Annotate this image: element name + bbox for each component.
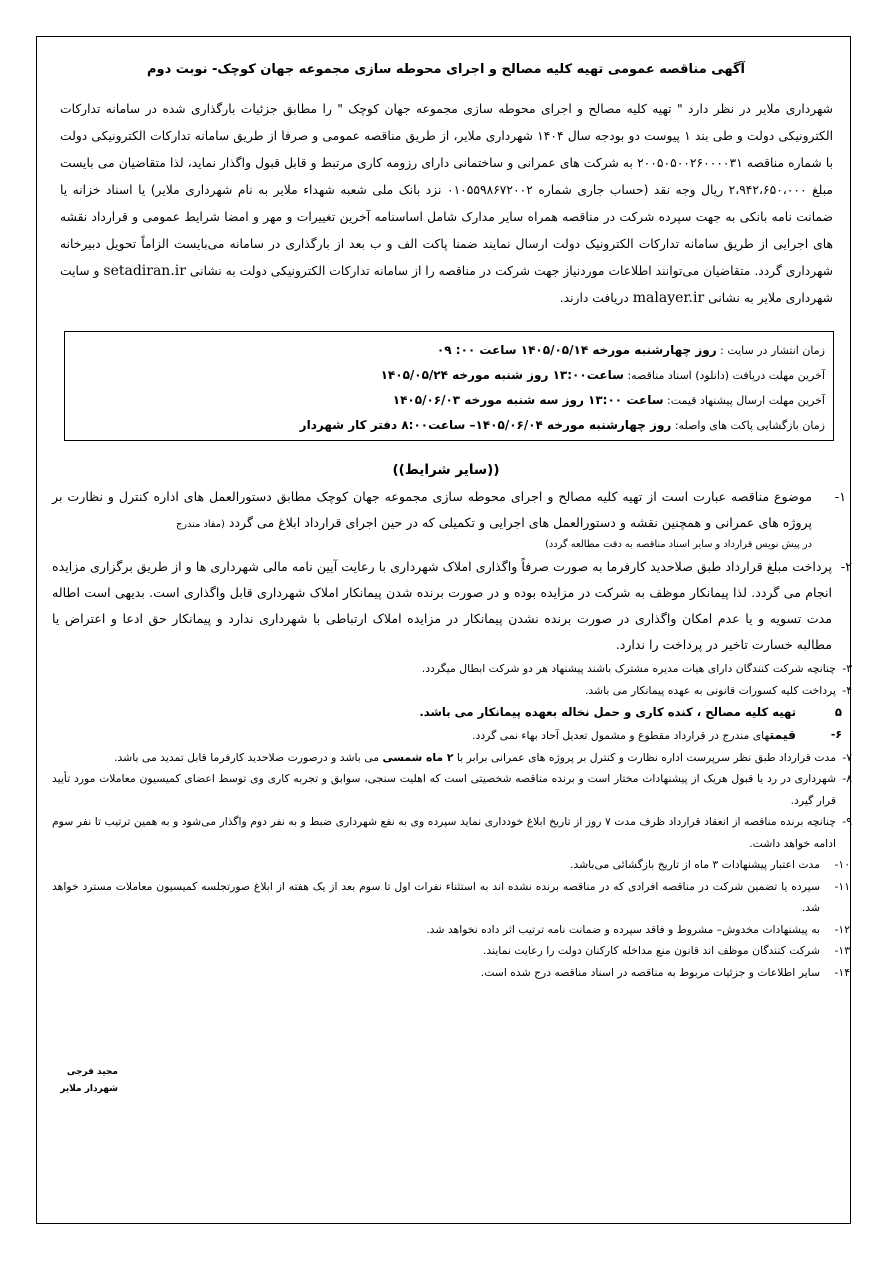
condition-item xyxy=(52,854,852,876)
condition-number: ۱۱- xyxy=(834,879,850,893)
condition-text: تهیه کلیه مصالح ، کنده کاری و حمل نخاله بعهده پیمانکار می باشد. xyxy=(419,705,796,719)
condition-text-a: مدت قرارداد طبق نظر سرپرست اداره نظارت و کنترل بر پروژه های عمرانی برابر با xyxy=(456,750,836,764)
signature-role: شهردار ملایر xyxy=(60,1084,118,1094)
condition-text xyxy=(52,484,812,554)
condition-text-main: موضوع مناقصه عبارت است از تهیه کلیه مصالح و اجرای محوطه سازی مجموعه جهان کوچک مطابق دستورالعمل های اداره کنترل و نظارت بر پروژه های عمرانی و همچنین نقشه و دستورالعمل های اجرایی و تکمیلی که در حین اجرای قرارداد ابلاغ می گردد xyxy=(52,489,812,530)
schedule-value: ساعت۱۳:۰۰ روز شنبه مورخه ۱۴۰۵/۰۵/۲۴ xyxy=(380,368,624,382)
setadiran-link[interactable]: setadiran.ir xyxy=(103,263,186,279)
condition-note-b: در پیش نویس قرارداد و سایر اسناد مناقصه به دقت مطالعه گردد) xyxy=(545,539,812,550)
condition-text-main: های مندرج در قرارداد مقطوع و مشمول تعدیل آحاد بهاء نمی گردد. xyxy=(472,729,770,742)
condition-text: به پیشنهادات مخدوش– مشروط و فاقد سپرده و ضمانت نامه ترتیب اثر داده نخواهد شد. xyxy=(426,922,820,936)
condition-item xyxy=(52,484,852,554)
schedule-value: ساعت ۱۳:۰۰ روز سه شنبه مورخه ۱۴۰۵/۰۶/۰۳ xyxy=(392,393,664,407)
condition-item xyxy=(52,811,852,854)
schedule-row-submit xyxy=(73,388,825,413)
condition-number: ۶- xyxy=(830,728,842,741)
condition-number: ۲- xyxy=(840,559,852,574)
condition-text: پرداخت مبلغ قرارداد طبق صلاحدید کارفرما به صورت صرفاً واگذاری املاک شهرداری با رعایت آیین نامه مالی شهرداری ها و از طریق برگزاری مزایده انجام می گردد. لذا پیمانکار موظف به شرکت در مزایده بوده و در صورت برنده شدن پیمانکار املاک شهرداری قابل واگذاری است. بدیهی است اطاله مدت تسویه و یا عدم امکان واگذاری در صورت برنده نشدن پیمانکار در مزایده املاک ارتباطی با شهرداری ندارد و پیمانکار حق ادعا و اعتراض یا مطالبه خسارت تاخیر در پرداخت را ندارد. xyxy=(52,559,832,652)
conditions-heading: ((سایر شرایط)) xyxy=(392,462,500,478)
condition-text: چنانچه برنده مناقصه از انعقاد قرارداد ظرف مدت ۷ روز از تاریخ ابلاغ خودداری نماید سپرده وی به نفع شهرداری ضبط و به نفر دوم واگذار می‌شود و به همین ترتیب تا نفر سوم ادامه خواهد داشت. xyxy=(52,815,836,850)
condition-number: ۸- xyxy=(842,772,852,785)
condition-text-bold: ۲ ماه شمسی xyxy=(382,750,454,764)
notice-title: آگهی مناقصه عمومی تهیه کلیه مصالح و اجرای محوطه سازی مجموعه جهان کوچک- نوبت دوم xyxy=(146,62,746,77)
condition-item xyxy=(52,919,852,941)
intro-main-text: شهرداری ملایر در نظر دارد " تهیه کلیه مصالح و اجرای محوطه سازی مجموعه جهان کوچک " را مطابق جزئیات بارگذاری شده در سامانه تدارکات الکترونیکی دولت و طی بند ۱ پیوست دو بودجه سال ۱۴۰۴ شهرداری ملایر، از طریق مناقصه عمومی و صرفا از طریق سامانه تدارکات الکترونیکی دولت با شماره مناقصه ۲۰۰۵۰۵۰۰۲۶۰۰۰۰۳۱ به شرکت های عمرانی و ساختمانی دارای رزومه کاری مرتبط و قابل قبول واگذار نماید، لذا متقاضیان می بایست مبلغ ۲،۹۴۲،۶۵۰،۰۰۰ ریال وجه نقد (حساب جاری شماره ۰۱۰۵۵۹۸۶۷۲۰۰۲ نزد بانک ملی شعبه شهداء ملایر به نام شهرداری ملایر) یا اسناد خزانه یا ضمانت نامه بانکی به جهت سپرده شرکت در مناقصه همراه سایر مدارک شامل اساسنامه آخرین تغییرات و مهر و امضا شرایط عمومی و قرارداد نقشه های اجرایی از طریق سامانه تدارکات الکترونیک دولت ارسال نمایند ضمنا پاکت الف و ب بعد از بارگذاری در سامانه می‌بایست الزاماً تحویل دبیرخانه شهرداری گردد. متقاضیان می‌توانند اطلاعات موردنیاز جهت شرکت در مناقصه را از سامانه تدارکات الکترونیکی دولت به نشانی xyxy=(60,102,833,278)
condition-text: شهرداری در رد یا قبول هریک از پیشنهادات مختار است و برنده مناقصه شخصیتی است که اهلیت سنجی، سوابق و تجربه کاری وی توسط اعضای کمیسیون معاملات مورد تأیید قرار گیرد. xyxy=(52,772,836,807)
conditions-list xyxy=(52,484,852,983)
schedule-label: آخرین مهلت دریافت (دانلود) اسناد مناقصه: xyxy=(627,369,825,382)
condition-text: سایر اطلاعات و جزئیات مربوط به مناقصه در اسناد مناقصه درج شده است. xyxy=(480,965,820,979)
condition-item xyxy=(52,724,852,747)
condition-text xyxy=(52,747,836,769)
intro-end-text: دریافت دارند. xyxy=(559,291,629,305)
condition-number: ۹- xyxy=(842,815,852,828)
schedule-value: روز چهارشنبه مورخه ۱۴۰۵/۰۵/۱۴ ساعت ۰۰: ۰۹ xyxy=(436,343,717,357)
schedule-label: زمان بازگشایی پاکت های واصله: xyxy=(674,419,825,432)
schedule-row-opening xyxy=(73,413,825,438)
signature-block xyxy=(58,1064,118,1098)
condition-number: ۱۰- xyxy=(834,858,850,871)
malayer-link[interactable]: malayer.ir xyxy=(632,290,705,306)
condition-text: پرداخت کلیه کسورات قانونی به عهده پیمانکار می باشد. xyxy=(584,683,836,697)
condition-item xyxy=(52,876,852,919)
condition-number: ۱۲- xyxy=(834,922,850,936)
condition-number: ۱۳- xyxy=(834,944,850,957)
condition-number: ۳- xyxy=(842,662,852,675)
intro-paragraph xyxy=(60,96,833,312)
condition-number: ۱۴- xyxy=(834,965,850,979)
condition-text: چنانچه شرکت کنندگان دارای هیات مدیره مشترک باشند پیشنهاد هر دو شرکت ابطال میگردد. xyxy=(421,662,836,675)
condition-number: ۱- xyxy=(834,489,846,504)
schedule-row-publish xyxy=(73,338,825,363)
condition-text: مدت اعتبار پیشنهادات ۳ ماه از تاریخ بازگشائی می‌باشد. xyxy=(570,858,820,871)
signature-name: مجید فرجی xyxy=(66,1067,118,1077)
condition-item xyxy=(52,962,852,984)
condition-item xyxy=(52,680,852,702)
intro-mid-text: و سایت شهرداری ملایر به نشانی xyxy=(60,264,833,305)
condition-note-a: (مفاد مندرج xyxy=(175,519,225,530)
condition-item xyxy=(52,554,852,658)
condition-text-b: می باشد و درصورت صلاحدید کارفرما قابل تمدید می باشد. xyxy=(114,750,380,764)
condition-item xyxy=(52,658,852,680)
condition-item xyxy=(52,940,852,962)
condition-number: ۴- xyxy=(842,683,852,697)
condition-item xyxy=(52,747,852,769)
condition-text xyxy=(52,724,796,747)
schedule-label: آخرین مهلت ارسال پیشنهاد قیمت: xyxy=(667,394,825,407)
schedule-row-download xyxy=(73,363,825,388)
condition-text: سپرده یا تضمین شرکت در مناقصه افرادی که در مناقصه برنده نشده اند به استثناء نفرات اول تا سوم بعد از یک هفته از ابلاغ صورتجلسه کمیسیون معاملات مسترد خواهد شد. xyxy=(52,879,820,914)
condition-item xyxy=(52,701,852,724)
condition-item xyxy=(52,768,852,811)
condition-bold-word: قیمت xyxy=(769,727,796,742)
schedule-value: روز چهارشنبه مورخه ۱۴۰۵/۰۶/۰۴– ساعت۸:۰۰ دفتر کار شهردار xyxy=(299,418,672,432)
condition-number: ۵ xyxy=(834,705,842,719)
schedule-label: زمان انتشار در سایت : xyxy=(720,344,825,357)
condition-number: ۷- xyxy=(842,750,852,764)
schedule-box xyxy=(64,331,834,441)
condition-text: شرکت کنندگان موظف اند قانون منع مداخله کارکنان دولت را رعایت نمایند. xyxy=(482,944,820,957)
